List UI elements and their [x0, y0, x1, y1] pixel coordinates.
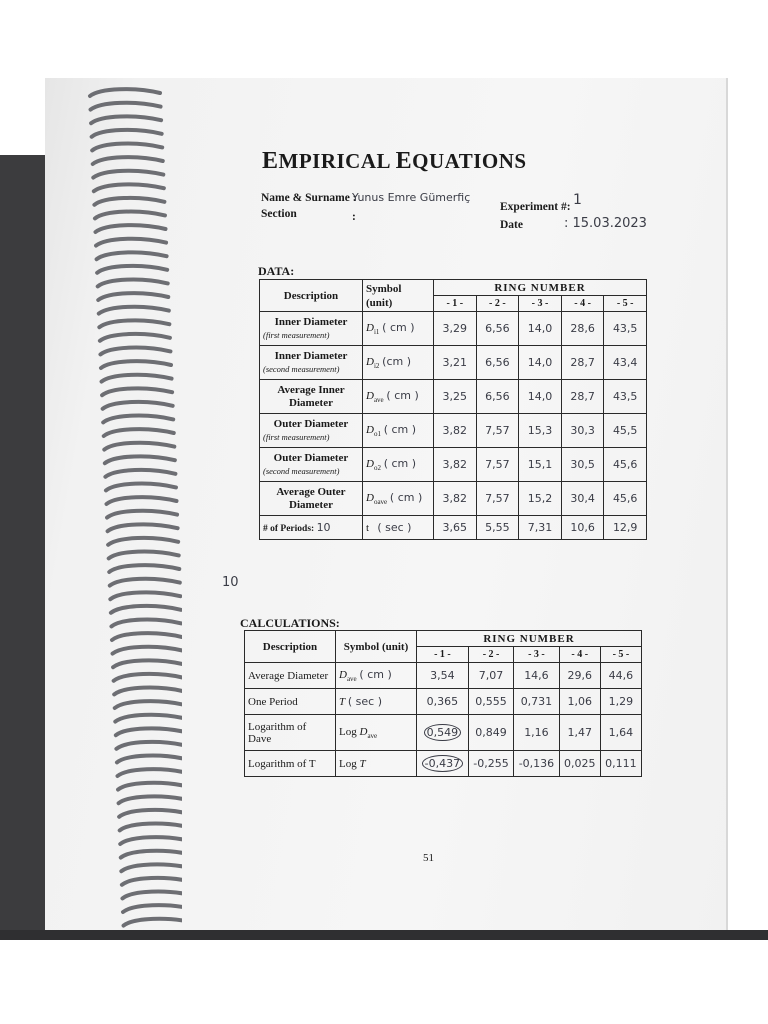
row-value: 15,1: [519, 448, 562, 482]
calc-symbol-header: Symbol (unit): [336, 631, 417, 663]
calc-value-text: 0,025: [563, 757, 596, 770]
row-value: 14,0: [519, 380, 562, 414]
row-value: 7,57: [476, 414, 519, 448]
row-value: 45,6: [604, 448, 647, 482]
row-description: Inner Diameter (second measurement): [260, 346, 363, 380]
table-row: [245, 715, 642, 751]
row-note: (first measurement): [263, 431, 330, 442]
coil-ring: [98, 280, 168, 287]
coil-ring: [113, 647, 182, 654]
coil-ring: [100, 334, 170, 341]
margin-note: 10: [222, 575, 239, 590]
coil-ring: [115, 715, 182, 722]
coil-ring: [119, 810, 182, 817]
calc-description-header: Description: [245, 631, 336, 663]
coil-ring: [97, 266, 167, 273]
calc-value-text: -0,437: [422, 755, 463, 772]
coil-ring: [114, 688, 182, 695]
row-value: 15,3: [519, 414, 562, 448]
coil-ring: [106, 484, 176, 491]
periods-symbol-cell: [363, 516, 434, 540]
coil-ring: [98, 293, 168, 300]
table-row: [245, 663, 642, 689]
calc-row-value: [514, 751, 559, 777]
calc-value-text: 44,6: [608, 669, 634, 682]
data-table: [259, 279, 647, 540]
calc-value-text: 14,6: [524, 669, 549, 682]
calc-row-value: [559, 751, 600, 777]
page-number: 51: [423, 852, 434, 864]
symbol-text: $D_{ave}$: [366, 389, 384, 405]
coil-ring: [100, 348, 170, 355]
symbol-text: Log $D_{ave}$: [339, 725, 378, 741]
coil-ring: [107, 497, 177, 504]
coil-ring: [107, 511, 177, 518]
coil-ring: [93, 157, 163, 164]
data-ring-col-1: - 1 -: [434, 296, 477, 312]
coil-ring: [105, 456, 175, 463]
calc-row-symbol: [336, 715, 417, 751]
calc-ring-number-header: RING NUMBER: [417, 631, 642, 647]
row-value: 3,82: [434, 448, 477, 482]
data-ring-col-5: - 5 -: [604, 296, 647, 312]
row-value: 7,57: [476, 448, 519, 482]
calc-row-value: [514, 689, 559, 715]
table-row: [260, 448, 647, 482]
row-note: (second measurement): [263, 363, 340, 374]
row-value: 6,56: [476, 380, 519, 414]
periods-value: 10: [316, 521, 331, 534]
row-value: 3,25: [434, 380, 477, 414]
table-row: [260, 482, 647, 516]
calc-row-symbol: [336, 663, 417, 689]
coil-ring: [103, 402, 173, 409]
row-value: 6,56: [476, 312, 519, 346]
calc-value-text: 29,6: [567, 669, 592, 682]
coil-ring: [114, 674, 182, 681]
coil-ring: [110, 592, 180, 599]
coil-ring: [118, 769, 183, 776]
periods-symbol: t: [366, 522, 370, 534]
row-value: 15,2: [519, 482, 562, 516]
coil-ring: [110, 579, 180, 586]
coil-ring: [97, 252, 167, 259]
table-row: [260, 414, 647, 448]
experiment-value: 1: [573, 192, 582, 208]
row-description: Outer Diameter (second measurement): [260, 448, 363, 482]
coil-ring: [102, 388, 172, 395]
table-row: [260, 380, 647, 414]
calc-row-value: [514, 715, 559, 751]
row-symbol: [363, 448, 434, 482]
row-value: 3,29: [434, 312, 477, 346]
page-edge: [726, 78, 728, 936]
calc-row-description: Logarithm of Dave: [245, 715, 336, 751]
calc-row-value: [417, 663, 469, 689]
row-symbol: [363, 380, 434, 414]
data-section-title: DATA:: [258, 264, 295, 278]
coil-ring: [94, 198, 164, 205]
calc-ring-col-1: - 1 -: [417, 647, 469, 663]
coil-ring: [91, 116, 161, 123]
row-value: 30,3: [561, 414, 604, 448]
coil-ring: [122, 892, 182, 899]
calc-value-text: 0,849: [475, 726, 507, 739]
coil-ring: [113, 660, 182, 667]
row-description: Inner Diameter (first measurement): [260, 312, 363, 346]
calc-row-description: Logarithm of T: [245, 751, 336, 777]
row-unit: ( cm ): [383, 422, 417, 436]
calc-row-value: [600, 689, 641, 715]
row-value: 43,4: [604, 346, 647, 380]
coil-ring: [120, 824, 182, 831]
row-unit: ( cm ): [386, 388, 419, 402]
coil-ring: [94, 184, 164, 191]
row-unit: (cm ): [382, 354, 411, 368]
calc-value-text: 0,111: [605, 757, 637, 770]
coil-ring: [111, 620, 181, 627]
calc-row-value: [417, 751, 469, 777]
coil-ring: [91, 103, 161, 110]
row-value: 28,7: [561, 346, 604, 380]
row-value: 14,0: [519, 346, 562, 380]
row-value: 3,82: [434, 414, 477, 448]
calc-row-value: [417, 715, 469, 751]
row-symbol: [363, 346, 434, 380]
calc-row-value: [600, 751, 641, 777]
coil-ring: [109, 552, 179, 559]
row-unit: ( cm ): [383, 456, 417, 470]
calc-ring-col-2: - 2 -: [468, 647, 513, 663]
coil-ring: [99, 307, 169, 314]
coil-ring: [93, 171, 163, 178]
periods-label: # of Periods:: [263, 524, 315, 534]
row-description: Average Outer Diameter: [260, 482, 363, 516]
calc-row-value: [600, 663, 641, 689]
coil-ring: [95, 212, 165, 219]
coil-ring: [112, 633, 182, 640]
coil-ring: [104, 443, 174, 450]
row-value: 7,57: [476, 482, 519, 516]
symbol-text: $D_{oave}$: [366, 491, 388, 507]
table-row: [245, 689, 642, 715]
row-value: 30,5: [561, 448, 604, 482]
coil-ring: [102, 375, 172, 382]
calc-row-symbol: [336, 689, 417, 715]
symbol-text: $D_{ave}$: [339, 668, 357, 684]
row-value: 14,0: [519, 312, 562, 346]
coil-ring: [119, 796, 182, 803]
data-ring-col-2: - 2 -: [476, 296, 519, 312]
row-value: 30,4: [561, 482, 604, 516]
date-value: : 15.03.2023: [564, 216, 647, 231]
calc-value-text: 1,29: [608, 695, 634, 708]
row-symbol: [363, 312, 434, 346]
calc-value-text: 3,54: [430, 669, 455, 682]
calc-value-text: 0,555: [475, 695, 507, 708]
calc-value-text: -0,255: [473, 757, 509, 770]
ring-number-header: RING NUMBER: [434, 280, 647, 296]
coil-ring: [101, 361, 171, 368]
row-value: 3,21: [434, 346, 477, 380]
coil-ring: [115, 701, 182, 708]
symbol-text: $D_{o2}$: [366, 457, 381, 473]
symbol-text: T: [339, 696, 346, 708]
coil-ring: [92, 130, 162, 137]
row-symbol: [363, 414, 434, 448]
symbol-text: $D_{i2}$: [366, 355, 380, 371]
experiment-label: Experiment #:: [500, 201, 571, 213]
calc-row-value: [468, 663, 513, 689]
row-value: 6,56: [476, 346, 519, 380]
calc-row-value: [514, 663, 559, 689]
row-value: 43,5: [604, 312, 647, 346]
periods-value-2: 5,55: [476, 516, 519, 540]
description-header: Description: [260, 280, 363, 312]
row-value: 3,82: [434, 482, 477, 516]
calc-row-value: [468, 751, 513, 777]
section-label: Section: [261, 208, 297, 220]
symbol-text: $D_{o1}$: [366, 423, 381, 439]
row-value: 43,5: [604, 380, 647, 414]
calc-row-value: [468, 689, 513, 715]
row-note: (second measurement): [263, 465, 340, 476]
coil-ring: [122, 878, 182, 885]
coil-ring: [124, 919, 182, 926]
date-label: Date: [500, 219, 523, 231]
calc-value-text: 0,549: [424, 724, 462, 741]
symbol-text: $D_{i1}$: [366, 321, 380, 337]
periods-value-3: 7,31: [519, 516, 562, 540]
row-note: (first measurement): [263, 329, 330, 340]
coil-ring: [117, 756, 182, 763]
row-value: 28,6: [561, 312, 604, 346]
periods-value-1: 3,65: [434, 516, 477, 540]
coil-ring: [121, 864, 182, 871]
calc-value-text: 1,64: [608, 726, 634, 739]
coil-ring: [116, 728, 182, 735]
calc-value-text: 1,47: [567, 726, 592, 739]
coil-ring: [121, 851, 182, 858]
calc-ring-col-5: - 5 -: [600, 647, 641, 663]
row-description: Outer Diameter (first measurement): [260, 414, 363, 448]
calc-value-text: 0,731: [520, 695, 553, 708]
calc-row-value: [559, 689, 600, 715]
desk-background-bottom: [0, 930, 768, 940]
row-value: 28,7: [561, 380, 604, 414]
coil-ring: [105, 470, 175, 477]
coil-ring: [104, 429, 174, 436]
data-ring-col-4: - 4 -: [561, 296, 604, 312]
row-unit: ( cm ): [382, 320, 415, 334]
coil-ring: [109, 565, 179, 572]
coil-ring: [99, 320, 169, 327]
calc-row-value: [559, 715, 600, 751]
row-symbol: [363, 482, 434, 516]
coil-ring: [108, 524, 178, 531]
calc-value-text: 1,06: [567, 695, 592, 708]
coil-ring: [96, 239, 166, 246]
calc-row-description: One Period: [245, 689, 336, 715]
calc-ring-col-3: - 3 -: [514, 647, 559, 663]
calc-value-text: 7,07: [478, 669, 504, 682]
calc-row-value: [600, 715, 641, 751]
coil-ring: [120, 837, 182, 844]
row-value: 45,5: [604, 414, 647, 448]
page-title: EMPIRICAL EQUATIONS: [262, 148, 527, 174]
calc-row-value: [559, 663, 600, 689]
periods-unit: ( sec ): [377, 521, 412, 534]
periods-value-4: 10,6: [561, 516, 604, 540]
coil-ring: [118, 783, 182, 790]
symbol-header: Symbol (unit): [363, 280, 434, 312]
calc-value-text: 1,16: [524, 726, 549, 739]
coil-ring: [116, 742, 182, 749]
symbol-text: Log T: [339, 758, 366, 770]
row-unit: ( cm ): [389, 490, 423, 504]
calc-value-text: 0,365: [426, 695, 459, 708]
periods-value-5: 12,9: [604, 516, 647, 540]
coil-ring: [123, 905, 182, 912]
coil-ring: [108, 538, 178, 545]
calc-value-text: -0,136: [518, 757, 555, 770]
periods-cell: [260, 516, 363, 540]
row-value: 45,6: [604, 482, 647, 516]
table-row: [260, 346, 647, 380]
section-colon: :: [352, 211, 356, 223]
row-description: Average Inner Diameter: [260, 380, 363, 414]
calc-row-value: [468, 715, 513, 751]
name-value: Yunus Emre Gümerfiç: [352, 191, 471, 204]
table-row: [260, 312, 647, 346]
calc-row-unit: ( cm ): [359, 667, 392, 681]
calc-row-description: Average Diameter: [245, 663, 336, 689]
coil-ring: [96, 225, 166, 232]
coil-ring: [90, 89, 160, 96]
coil-ring: [103, 416, 173, 423]
calc-row-symbol: [336, 751, 417, 777]
spiral-binding-icon: [82, 80, 182, 930]
data-ring-col-3: - 3 -: [519, 296, 562, 312]
calc-row-unit: ( sec ): [347, 695, 382, 708]
table-row: [245, 751, 642, 777]
calc-ring-col-4: - 4 -: [559, 647, 600, 663]
calculations-table: [244, 630, 642, 777]
coil-ring: [111, 606, 181, 613]
coil-ring: [92, 144, 162, 151]
name-label: Name & Surname :: [261, 192, 357, 204]
calc-row-value: [417, 689, 469, 715]
calc-section-title: CALCULATIONS:: [240, 616, 340, 630]
